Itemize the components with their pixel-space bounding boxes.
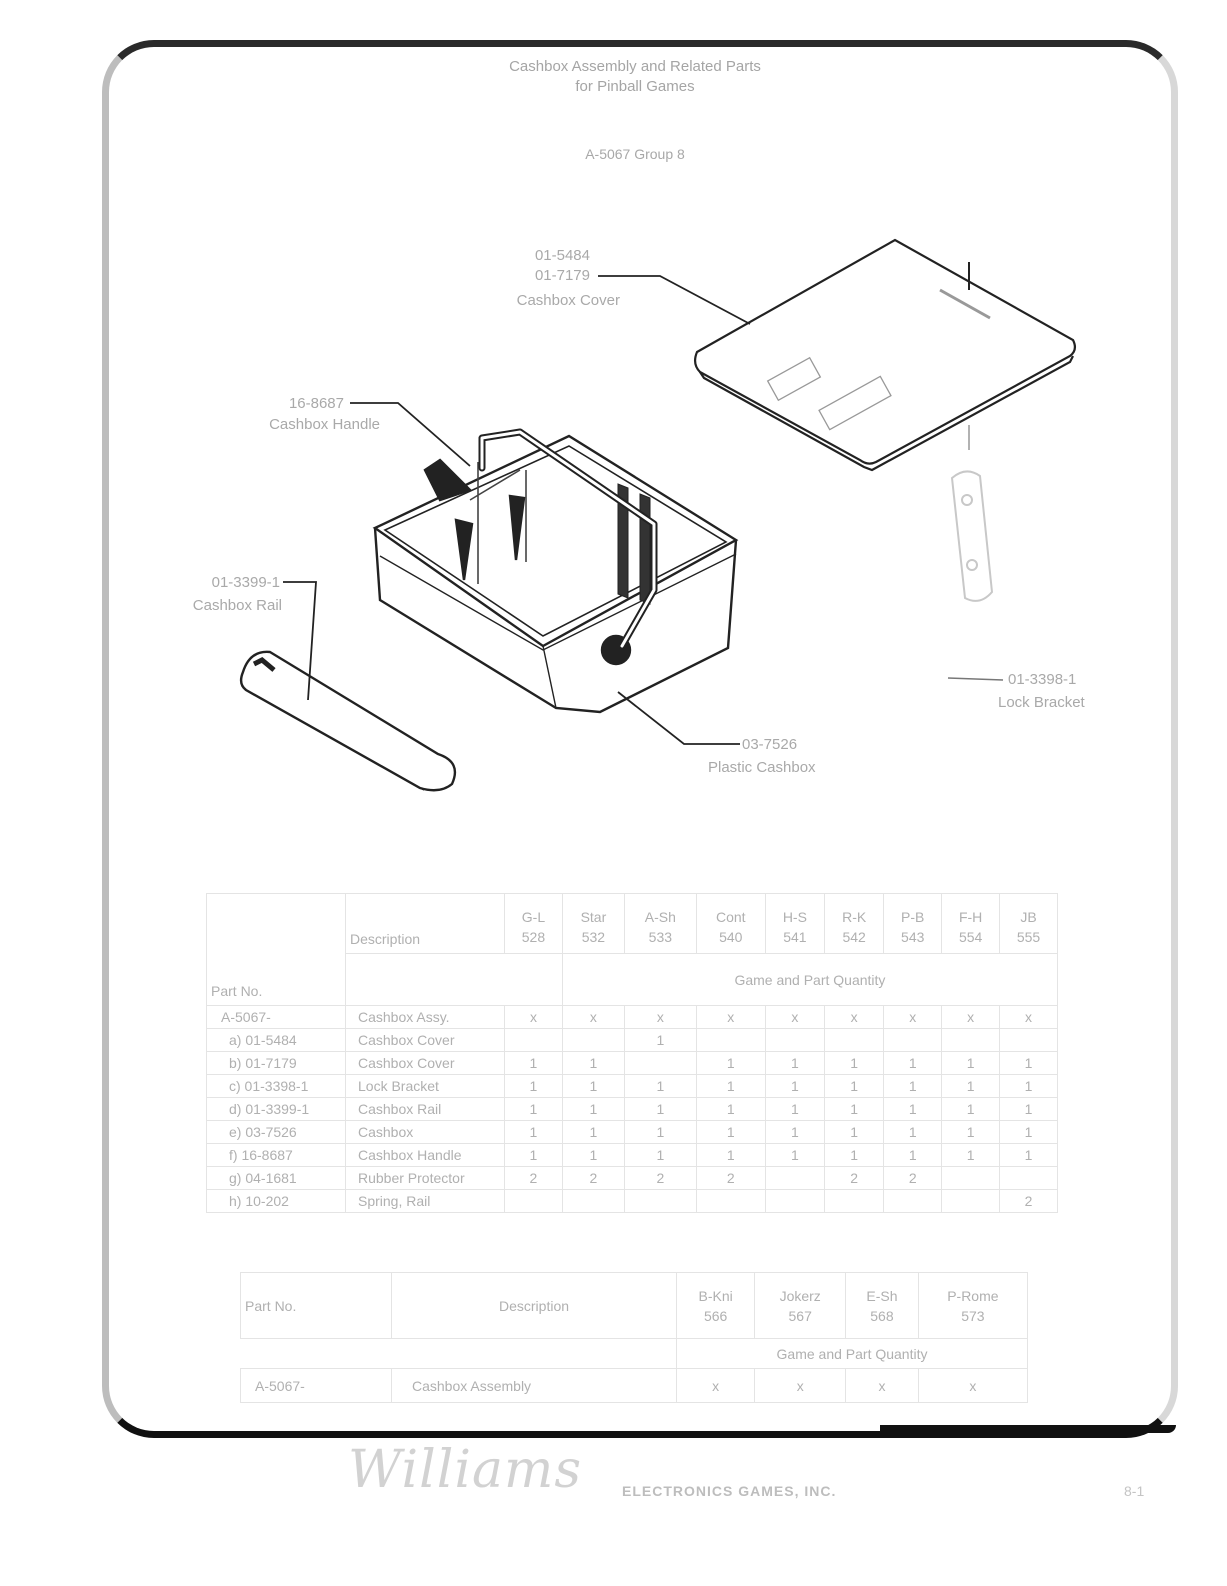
quantity-cell	[884, 1029, 942, 1052]
part-description: Lock Bracket	[346, 1075, 505, 1098]
quantity-cell: 1	[562, 1052, 624, 1075]
col-header-game-5	[825, 894, 884, 954]
game-number: 542	[842, 929, 866, 945]
callout-cover-part-a: 01-5484	[534, 247, 590, 264]
quantity-cell: 1	[765, 1121, 824, 1144]
quantity-cell: 1	[696, 1075, 765, 1098]
table-row	[207, 1029, 1058, 1052]
quantity-cell: 1	[942, 1098, 1000, 1121]
parts-table-pinball-body	[207, 1006, 1058, 1213]
quantity-cell: 1	[825, 1121, 884, 1144]
quantity-cell: x	[696, 1006, 765, 1029]
quantity-cell: 1	[696, 1098, 765, 1121]
col-header-part-no-2: Part No.	[241, 1273, 392, 1339]
quantity-cell: 2	[1000, 1190, 1058, 1213]
quantity-cell	[825, 1029, 884, 1052]
table-row	[207, 1075, 1058, 1098]
lock-bracket-drawing	[952, 471, 992, 600]
part-number: d) 01-3399-1	[207, 1098, 346, 1121]
part-number: b) 01-7179	[207, 1052, 346, 1075]
quantity-cell: 1	[624, 1121, 696, 1144]
part-description: Rubber Protector	[346, 1167, 505, 1190]
game-abbrev: JB	[1020, 909, 1037, 925]
game-abbrev: F-H	[958, 909, 983, 925]
game-abbrev: E-Sh	[866, 1287, 898, 1304]
quantity-cell: 1	[765, 1144, 824, 1167]
quantity-cell: 1	[825, 1144, 884, 1167]
part-number: a) 01-5484	[207, 1029, 346, 1052]
quantity-cell: 1	[942, 1052, 1000, 1075]
quantity-cell: 1	[562, 1121, 624, 1144]
game-abbrev: P-Rome	[947, 1287, 999, 1304]
quantity-cell	[624, 1052, 696, 1075]
quantity-cell	[942, 1167, 1000, 1190]
title-line-2: for Pinball Games	[575, 78, 695, 95]
col-header-game-4	[765, 894, 824, 954]
table-row	[207, 1052, 1058, 1075]
parts-table-later-games-body	[241, 1369, 1028, 1403]
parts-table-later-games	[240, 1272, 1028, 1403]
quantity-cell: x	[677, 1369, 755, 1403]
part-description: Cashbox Cover	[346, 1029, 505, 1052]
callout-cover-desc: Cashbox Cover	[516, 292, 620, 309]
quantity-cell: 1	[884, 1144, 942, 1167]
col-header-description-2: Description	[392, 1273, 677, 1339]
quantity-cell	[942, 1190, 1000, 1213]
quantity-cell	[825, 1190, 884, 1213]
parts-table-pinball	[206, 893, 1058, 1213]
quantity-cell	[765, 1190, 824, 1213]
assembly-id: A-5067 Group 8	[585, 146, 685, 162]
col-header-game-0	[505, 894, 563, 954]
game-abbrev: Cont	[715, 909, 746, 925]
part-number: e) 03-7526	[207, 1121, 346, 1144]
col-header-game-8	[1000, 894, 1058, 954]
game-number: 540	[719, 929, 743, 945]
part-number: A-5067-	[207, 1006, 346, 1029]
quantity-cell: 1	[1000, 1121, 1058, 1144]
quantity-cell: 1	[825, 1098, 884, 1121]
quantity-cell	[942, 1029, 1000, 1052]
quantity-cell: 1	[696, 1052, 765, 1075]
quantity-cell: 1	[942, 1144, 1000, 1167]
quantity-cell: x	[755, 1369, 846, 1403]
col-header-game-7	[942, 894, 1000, 954]
quantity-cell: 1	[505, 1121, 563, 1144]
quantity-cell: 1	[765, 1052, 824, 1075]
quantity-cell	[1000, 1167, 1058, 1190]
part-description: Cashbox Assy.	[346, 1006, 505, 1029]
quantity-cell: 1	[505, 1144, 563, 1167]
quantity-cell: 1	[624, 1075, 696, 1098]
callout-cashbox-desc: Plastic Cashbox	[708, 759, 816, 776]
quantity-cell: x	[918, 1369, 1027, 1403]
game-abbrev: G-L	[521, 909, 546, 925]
cashbox-cover-drawing	[695, 240, 1075, 470]
quantity-cell	[765, 1029, 824, 1052]
callout-cover	[510, 246, 590, 286]
game-abbrev: H-S	[782, 909, 807, 925]
col-header-part-no: Part No.	[207, 894, 346, 1006]
quantity-cell	[505, 1190, 563, 1213]
col-header-game-2	[624, 894, 696, 954]
quantity-cell: 1	[505, 1098, 563, 1121]
col-header-description: Description	[346, 894, 505, 954]
quantity-cell: 1	[1000, 1052, 1058, 1075]
game-number: 543	[901, 929, 925, 945]
callout-cover-part-b: 01-7179	[534, 267, 590, 284]
quantity-cell: 2	[505, 1167, 563, 1190]
quantity-cell: 1	[505, 1075, 563, 1098]
game-number: 533	[648, 929, 673, 945]
quantity-cell	[696, 1029, 765, 1052]
quantity-cell	[765, 1167, 824, 1190]
quantity-cell: x	[825, 1006, 884, 1029]
quantity-cell: x	[884, 1006, 942, 1029]
game-abbrev: Jokerz	[779, 1287, 821, 1304]
quantity-cell: 1	[1000, 1075, 1058, 1098]
callout-rail-part: 01-3399-1	[211, 574, 280, 591]
quantity-cell: 1	[884, 1098, 942, 1121]
quantity-cell: 1	[1000, 1098, 1058, 1121]
title-line-1: Cashbox Assembly and Related Parts	[509, 58, 761, 75]
game-number: 566	[703, 1307, 728, 1324]
game-number: 541	[783, 929, 807, 945]
quantity-cell: x	[942, 1006, 1000, 1029]
col-header-game2-2	[846, 1273, 919, 1339]
col-header-game-3	[696, 894, 765, 954]
game-abbrev: B-Kni	[698, 1287, 733, 1304]
col-header-game2-3	[918, 1273, 1027, 1339]
table-row	[207, 1190, 1058, 1213]
game-part-quantity-label: Game and Part Quantity	[562, 954, 1057, 1006]
quantity-cell	[884, 1190, 942, 1213]
table-row	[207, 1167, 1058, 1190]
game-number: 528	[521, 929, 546, 945]
quantity-cell: 1	[765, 1075, 824, 1098]
game-abbrev: P-B	[901, 909, 925, 925]
quantity-cell: 1	[825, 1052, 884, 1075]
part-description: Cashbox Cover	[346, 1052, 505, 1075]
col-header-game2-0	[677, 1273, 755, 1339]
part-number: g) 04-1681	[207, 1167, 346, 1190]
part-number: h) 10-202	[207, 1190, 346, 1213]
quantity-cell	[505, 1029, 563, 1052]
part-description: Cashbox Assembly	[392, 1369, 677, 1403]
game-number: 567	[788, 1307, 812, 1324]
quantity-cell: 2	[562, 1167, 624, 1190]
col-header-game-1	[562, 894, 624, 954]
quantity-cell: 1	[505, 1052, 563, 1075]
part-description: Spring, Rail	[346, 1190, 505, 1213]
quantity-cell: x	[765, 1006, 824, 1029]
part-number: c) 01-3398-1	[207, 1075, 346, 1098]
quantity-cell: 2	[696, 1167, 765, 1190]
quantity-cell	[562, 1029, 624, 1052]
part-number: f) 16-8687	[207, 1144, 346, 1167]
game-abbrev: R-K	[842, 909, 867, 925]
table-row	[207, 1098, 1058, 1121]
quantity-cell: 2	[884, 1167, 942, 1190]
part-description: Cashbox	[346, 1121, 505, 1144]
game-abbrev: A-Sh	[644, 909, 676, 925]
quantity-cell: 1	[884, 1075, 942, 1098]
quantity-cell: 1	[562, 1098, 624, 1121]
cashbox-rail-drawing	[241, 652, 455, 790]
game-number: 573	[961, 1307, 985, 1324]
company-name: ELECTRONICS GAMES, INC.	[622, 1483, 837, 1499]
quantity-cell: 1	[624, 1144, 696, 1167]
part-description: Cashbox Handle	[346, 1144, 505, 1167]
part-description: Cashbox Rail	[346, 1098, 505, 1121]
callout-handle-desc: Cashbox Handle	[269, 416, 380, 433]
quantity-cell	[696, 1190, 765, 1213]
callout-rail-desc: Cashbox Rail	[192, 597, 282, 614]
game-abbrev: Star	[580, 909, 607, 925]
game-part-quantity-label-2: Game and Part Quantity	[677, 1339, 1028, 1369]
quantity-cell: 1	[562, 1144, 624, 1167]
table-row	[207, 1121, 1058, 1144]
quantity-cell: 1	[765, 1098, 824, 1121]
quantity-cell: x	[1000, 1006, 1058, 1029]
quantity-cell: x	[505, 1006, 563, 1029]
page-number: 8-1	[1124, 1483, 1145, 1499]
quantity-cell	[1000, 1029, 1058, 1052]
quantity-cell: 1	[942, 1075, 1000, 1098]
quantity-cell: x	[624, 1006, 696, 1029]
callout-bracket-desc: Lock Bracket	[998, 694, 1085, 711]
quantity-cell: 1	[624, 1029, 696, 1052]
blank-cell	[346, 954, 563, 1006]
game-number: 568	[870, 1307, 894, 1324]
part-number: A-5067-	[241, 1369, 392, 1403]
cashbox-body-drawing	[375, 436, 736, 712]
quantity-cell: 1	[884, 1052, 942, 1075]
quantity-cell: 1	[1000, 1144, 1058, 1167]
table-row	[241, 1369, 1028, 1403]
quantity-cell: 2	[624, 1167, 696, 1190]
col-header-game-6	[884, 894, 942, 954]
quantity-cell: 1	[562, 1075, 624, 1098]
quantity-cell: x	[562, 1006, 624, 1029]
quantity-cell: x	[846, 1369, 919, 1403]
table-row	[207, 1144, 1058, 1167]
quantity-cell	[624, 1190, 696, 1213]
quantity-cell: 1	[884, 1121, 942, 1144]
callout-handle-part: 16-8687	[288, 395, 344, 412]
callout-cashbox-part: 03-7526	[742, 736, 798, 753]
quantity-cell: 1	[825, 1075, 884, 1098]
table-row	[207, 1006, 1058, 1029]
quantity-cell: 1	[696, 1121, 765, 1144]
quantity-cell	[562, 1190, 624, 1213]
quantity-cell: 2	[825, 1167, 884, 1190]
game-number: 532	[581, 929, 606, 945]
quantity-cell: 1	[696, 1144, 765, 1167]
game-number: 554	[958, 929, 983, 945]
quantity-cell: 1	[624, 1098, 696, 1121]
quantity-cell: 1	[942, 1121, 1000, 1144]
col-header-game2-1	[755, 1273, 846, 1339]
callout-bracket-part: 01-3398-1	[1008, 671, 1077, 688]
williams-logo: Williams	[348, 1440, 583, 1500]
game-number: 555	[1016, 929, 1041, 945]
